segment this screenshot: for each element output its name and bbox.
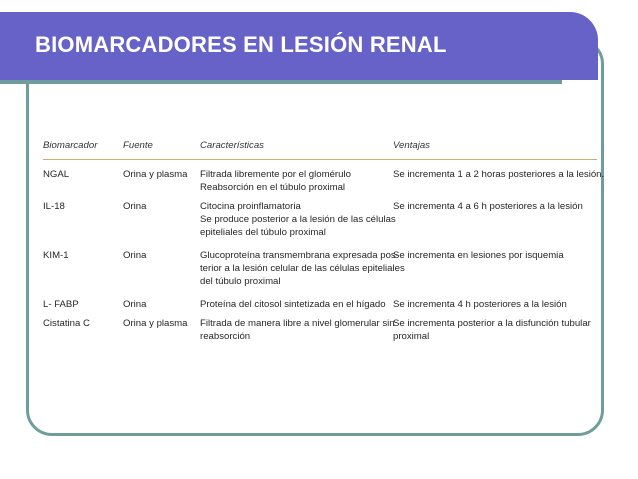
header-fuente: Fuente (123, 140, 200, 160)
cell-biomarcador: IL-18 (43, 201, 65, 212)
cell-fuente: Orina y plasma (123, 169, 188, 180)
cell-ventajas (393, 194, 597, 239)
header-ventajas: Ventajas (393, 140, 597, 160)
header-caracteristicas: Características (200, 140, 393, 160)
ventajas-line: Se incrementa en lesiones por isquemia (393, 250, 564, 261)
caracteristicas-line: del túbulo proximal (200, 276, 281, 287)
caracteristicas-line: epiteliales del túbulo proximal (200, 227, 326, 238)
cell-caracteristicas (200, 160, 393, 195)
caracteristicas-line: Se produce posterior a la lesión de las células (200, 214, 396, 225)
cell-fuente: Orina (123, 250, 147, 261)
header-biomarcador: Biomarcador (43, 140, 123, 160)
biomarker-table (43, 140, 605, 343)
cell-caracteristicas (200, 288, 393, 311)
ventajas-line: Se incrementa 4 a 6 h posteriores a la lesión (393, 201, 583, 212)
caracteristicas-line: reabsorción (200, 331, 251, 342)
cell-caracteristicas (200, 311, 393, 343)
caracteristicas-line: Filtrada de manera libre a nivel glomerular sin (200, 318, 395, 329)
cell-biomarcador: KIM-1 (43, 250, 69, 261)
cell-fuente: Orina y plasma (123, 318, 188, 329)
cell-ventajas (393, 311, 597, 343)
ventajas-line: Se incrementa 1 a 2 horas posteriores a la lesión. (393, 169, 605, 180)
caracteristicas-line: terior a la lesión celular de las células epiteliales (200, 263, 405, 274)
cell-biomarcador: Cistatina C (43, 318, 90, 329)
table-row (43, 311, 597, 343)
table-row (43, 288, 597, 311)
cell-caracteristicas (200, 239, 405, 288)
cell-biomarcador: NGAL (43, 169, 70, 180)
cell-fuente: Orina (123, 201, 147, 212)
ventajas-line: Se incrementa 4 h posteriores a la lesión (393, 299, 567, 310)
table-row (43, 239, 597, 288)
ventajas-line: proximal (393, 331, 430, 342)
slide-title: BIOMARCADORES EN LESIÓN RENAL (35, 32, 447, 57)
caracteristicas-line: Glucoproteína transmembrana expresada pos- (200, 250, 399, 261)
ventajas-line: Se incrementa posterior a la disfunción tubular (393, 318, 591, 329)
cell-biomarcador: L- FABP (43, 299, 79, 310)
table-header-row (43, 140, 597, 160)
cell-ventajas (393, 239, 597, 288)
table-row (43, 160, 597, 195)
cell-caracteristicas (200, 194, 396, 239)
caracteristicas-line: Proteína del citosol sintetizada en el hígado (200, 299, 386, 310)
caracteristicas-line: Filtrada libremente por el glomérulo (200, 169, 351, 180)
caracteristicas-line: Citocina proinflamatoria (200, 201, 301, 212)
banner-accent-line (0, 80, 562, 84)
cell-fuente: Orina (123, 299, 147, 310)
cell-ventajas (393, 288, 597, 311)
cell-ventajas (393, 160, 605, 195)
table-row (43, 194, 597, 239)
caracteristicas-line: Reabsorción en el túbulo proximal (200, 182, 346, 193)
